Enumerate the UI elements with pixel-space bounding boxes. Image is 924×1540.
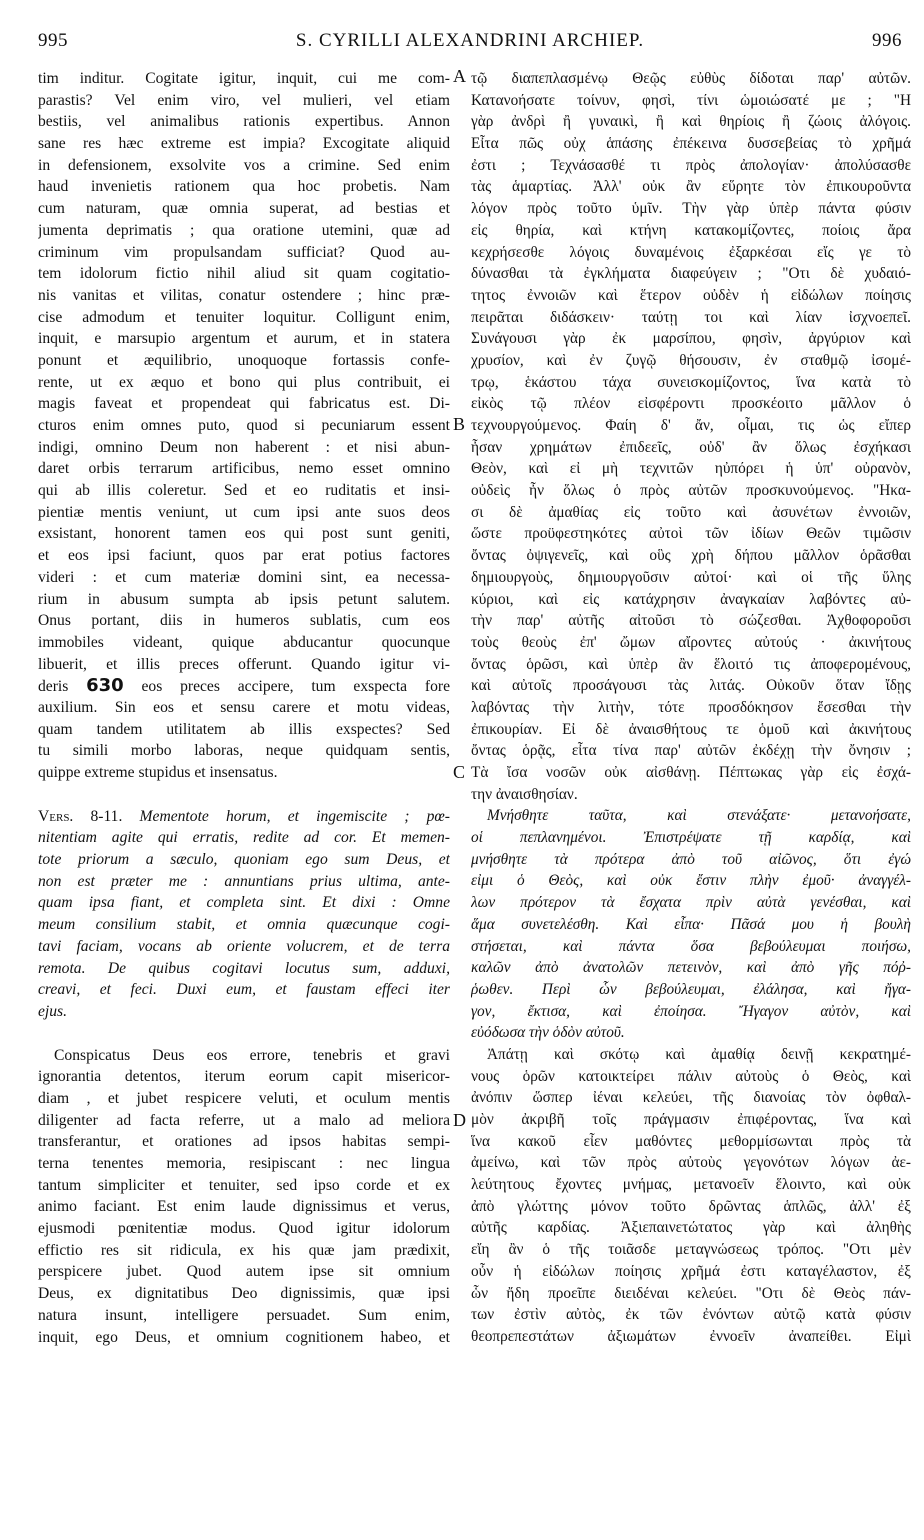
text-line: quam tandem utilitatem ab illis exspectes? Sed bbox=[38, 720, 450, 738]
text-line: λεύτητους ἔχοντες μνήμας, μετανοεῖν ἕλοιντο, καὶ οὐκ bbox=[471, 1176, 911, 1194]
text-line: tim inditur. Cogitate igitur, inquit, cui me com- bbox=[38, 70, 450, 87]
text-line: ὄντας ὁρῶσι, καὶ ὑπὲρ ἂν ἕλοιτό τις ἀποφερομένους, bbox=[471, 655, 911, 673]
text-line: nitentiam agite qui erratis, redite ad cor. Et memen- bbox=[38, 829, 450, 847]
greek-paragraph bbox=[471, 68, 911, 805]
margin-marker-a: A bbox=[453, 66, 466, 86]
text-line: rente, ut ex æquo et bono qui plus contribuit, ei bbox=[38, 373, 450, 391]
text-line: κύριοι, καὶ εἰς κατάχρησιν ἀναγκαίαν λαβόντες αὐ- bbox=[471, 590, 911, 608]
text-line: πειρᾶται διδάσκειν· ταύτῃ τοι καὶ λίαν ἰσχνοεπεῖ. bbox=[471, 308, 911, 326]
text-line: quippe extreme stupidus et insensatus. bbox=[38, 764, 278, 781]
text-line: rium in abusum sumpta ab ipsis petunt salutem. bbox=[38, 590, 450, 608]
text-line: εὐόδωσα τὴν ὁδὸν αὐτοῦ. bbox=[471, 1024, 625, 1042]
text-line: criminum vim propulsandam sufficiat? Quod au- bbox=[38, 243, 450, 261]
text-line: Τὰ ἴσα νοσῶν οὐκ αἰσθάνῃ. Πέπτωκας γὰρ εἰς ἐσχά- bbox=[471, 764, 911, 781]
latin-verse-block bbox=[38, 806, 450, 1023]
text-line: ἀνόπιν ὥσπερ ἰέναι κελεύει, τῆς διανοίας τὸν ὀφθαλ- bbox=[471, 1089, 911, 1107]
text-line: terna tenentes memoria, resipiscant : nec lingua bbox=[38, 1155, 450, 1172]
page-header bbox=[38, 30, 902, 60]
greek-column bbox=[471, 68, 911, 1348]
text-line: tavi faciam, vocans ab oriente volucrem, et de terra bbox=[38, 937, 450, 955]
text-line: σι δὲ ἀμαθίας εἰς τοῦτο καὶ ἀσυνέτων ἐννοιῶν, bbox=[471, 503, 911, 521]
page-number-left: 995 bbox=[38, 30, 68, 51]
text-line: non est præter me : annuntians prius ultima, ante- bbox=[38, 872, 450, 890]
text-line: effictio res sit ridicula, ex his quæ jam prædixit, bbox=[38, 1241, 450, 1259]
text-line: ponunt et æquilibrio, unoquoque fortassis confe- bbox=[38, 351, 450, 369]
text-line: ejusmodi pœnitentiæ modus. Quod igitur idolorum bbox=[38, 1220, 450, 1238]
text-line: νους ὁρῶν κατοικτείρει πάλιν αὐτοὺς ὁ Θεὸς, καὶ bbox=[471, 1067, 911, 1085]
text-line: exsistant, honorent tamen eos qui post sunt geniti, bbox=[38, 525, 450, 543]
text-line: τὰς ἁμαρτίας. Ἀλλ' οὐκ ἂν εὕρητε τὸν ἐπικουροῦντα bbox=[471, 178, 911, 196]
page-number-right: 996 bbox=[872, 30, 902, 51]
text-line: καλῶν ἀπὸ ἀνατολῶν πετεινὸν, καὶ ἀπὸ γῆς πόῤ- bbox=[471, 959, 911, 977]
text-line: λόγον πρὸς τοῦτο ὑμῖν. Τὴν γὰρ ὑπὲρ πάντα φύσιν bbox=[471, 200, 911, 218]
text-line: haud invenietis rationem qua hoc probetis. Nam bbox=[38, 178, 450, 196]
text-line: jumenta deprimatis ; qua oratione utemini, quæ ad bbox=[38, 221, 450, 239]
text-line: parastis? Vel enim viro, vel mulieri, vel etiam bbox=[38, 91, 450, 109]
text-line: tu simili morbo laboras, neque quidquam sentis, bbox=[38, 742, 450, 760]
text-line: ἦσαν χρημάτων ἐπιδεεῖς, οὐδ' ἂν ὅλως ἐσχήκασι bbox=[471, 438, 911, 456]
text-line: creavi, et feci. Duxi eum, et faustam effeci iter bbox=[38, 981, 450, 999]
latin-paragraph bbox=[38, 1045, 450, 1349]
text-line: ἐστι ; Τεχνάσασθέ τι πρὸς ἀπολογίαν· ἀπολύσασθε bbox=[471, 156, 911, 174]
text-line: δύνασθαι τὰ ἐγκλήματα διαφεύγειν ; "Οτι δὲ χυδαιό- bbox=[471, 265, 911, 283]
text-line: magis faveat et propendeat qui fabricatus est. Di- bbox=[38, 395, 450, 413]
text-line: tem idolorum fictio nihil aliud sit quam cogitatio- bbox=[38, 265, 450, 283]
text-line: meum consilium stabit, et omnia quæcunque cogi- bbox=[38, 916, 450, 934]
text-line: ἀμείνω, καὶ τῶν πρὸς αὐτοὺς γεγονότων λόγων ἀε- bbox=[471, 1154, 911, 1172]
text-line: Ἀπάτῃ καὶ σκότῳ καὶ ἀμαθίᾳ δεινῇ κεκρατημέ- bbox=[487, 1045, 911, 1063]
text-line: οὖν ἡ εἰδώλων ποίησις χρῆμά ἐστι καταγέλαστον, ἐξ bbox=[471, 1262, 911, 1280]
text-line: pientiæ mentis veniunt, ut cum ipsi ante suos deos bbox=[38, 503, 450, 521]
text-line: μὸν ἀκριβῆ τοῖς πράγμασιν ἐπιφέροντας, ἵνα καὶ bbox=[471, 1111, 911, 1128]
text-line: daret orbis terrarum artificibus, nemo esset omnino bbox=[38, 460, 450, 478]
text-line: τητος ἐννοιῶν καὶ ἕτερον οὐδὲν ἡ εἰδώλων ποίησις bbox=[471, 286, 911, 304]
text-line: qui ab illis coleretur. Sed et eo ruditatis et insi- bbox=[38, 482, 450, 500]
text-line: ejus. bbox=[38, 1002, 68, 1020]
text-line: ἐπικουρίαν. Εἰ δὲ ἀναισθήτους τε ὁμοῦ καὶ ἀκινήτους bbox=[471, 720, 911, 738]
text-line: ἀπὸ γλώττης μόνον τοῦτο δρῶντας ἁπλῶς, ἀλλ' ἐξ bbox=[471, 1197, 911, 1215]
text-line: λαβόντας τὴν λιτὴν, τότε προσδόκησον ἔσεσθαι τὴν bbox=[471, 698, 911, 716]
text-line: γὰρ ἀνδρὶ ἢ γυναικὶ, ἢ καὶ θηρίοις ἢ ζώοις ἀλόγοις. bbox=[471, 113, 911, 131]
text-line: tote priorum a sæculo, quoniam ego sum Deus, et bbox=[38, 851, 450, 869]
text-line: δημιουργοὺς, δημιουργοῦσιν αὐτοί· καὶ οἱ τῆς ὕλης bbox=[471, 568, 911, 586]
margin-marker-b: B bbox=[453, 414, 466, 434]
text-line: Εἶτα πῶς οὐχ ἁπάσης ἐπέκεινα δυσσεβείας τὸ χρῆμά bbox=[471, 135, 911, 153]
verse-label: Vers. 8-11. bbox=[38, 807, 123, 825]
text-line: deris 630 eos preces accipere, tum exspecta fore bbox=[38, 675, 450, 697]
text-line: Μνήσθητε ταῦτα, καὶ στενάξατε· μετανοήσατε, bbox=[487, 807, 911, 825]
text-line: ὥστε προϋφεστηκότες αὐτοὶ τῶν ἰδίων Θεῶν τιμῶσιν bbox=[471, 525, 911, 543]
text-line: Onus portant, diis in humeros sublatis, cum eos bbox=[38, 612, 450, 630]
text-line: quam ipsa fiant, et completa sint. Et dixi : Omne bbox=[38, 894, 450, 912]
latin-paragraph bbox=[38, 68, 450, 675]
text-line: diam , et jubet respicere veluti, et oculum mentis bbox=[38, 1089, 450, 1107]
text-line: τὴν παρ' αὐτῆς αἰτοῦσι τὸ σώζεσθαι. Ἀχθοφοροῦσι bbox=[471, 612, 911, 630]
text-line: sane res hæc extreme est impia? Excogitate aliquid bbox=[38, 135, 450, 153]
text-line: κεχρήσεσθε λόγοις δυναμένοις ἐξαρκέσαι εἴς γε τὸ bbox=[471, 243, 911, 261]
greek-verse-block bbox=[471, 805, 911, 1044]
text-line: οἱ πεπλανημένοι. Ἐπιστρέψατε τῇ καρδίᾳ, καὶ bbox=[471, 829, 911, 847]
text-line: Deus, ex dignitatibus Deo dignissimis, quæ ipsi bbox=[38, 1285, 450, 1303]
text-line: videri : et cum materiæ domini sint, ea necessa- bbox=[38, 568, 450, 586]
text-line: cum naturam, quæ omnia superat, ad bestias et bbox=[38, 200, 450, 218]
text-line: libuerit, et illis preces offerunt. Quando igitur vi- bbox=[38, 655, 450, 673]
text-line: inquit, ego Deus, et omnium cognitionem habeo, et bbox=[38, 1328, 450, 1346]
text-line: των ἐστὶν αὐτὸς, ἐκ τῶν ἐνόντων αὐτῷ κατὰ φύσιν bbox=[471, 1306, 911, 1324]
latin-paragraph bbox=[38, 697, 450, 784]
text-line: remota. De quibus cogitavi locutus sum, adduxi, bbox=[38, 959, 450, 977]
text-line: ignorantia detentos, iterum eorum capit misericor- bbox=[38, 1068, 450, 1086]
text-line: εἴη ἂν ὁ τῆς τοιᾶσδε μεταγνώσεως τρόπος. "Οτι μὲν bbox=[471, 1241, 911, 1259]
text-line: στήσεται, καὶ πάντα ὅσα βεβούλευμαι ποιήσω, bbox=[471, 937, 911, 955]
text-line: καὶ αὐτοῖς προσάγουσι τὰς λιτάς. Οὐκοῦν ὅταν ἴδῃς bbox=[471, 677, 911, 695]
text-line: Κατανοήσατε τοίνυν, φησὶ, τίνι ὡμοιώσατέ με ; "Η bbox=[471, 91, 911, 109]
text-line: cturos enim omnes puto, quod si pecuniarum essent bbox=[38, 417, 450, 434]
text-line: cise admodum et tenuiter loquitur. Colligunt enim, bbox=[38, 308, 450, 326]
text-line: τῷ διαπεπλασμένῳ Θεῷς εὐθὺς δίδοται παρ' αὐτῶν. bbox=[471, 70, 911, 87]
text-line: χρυσίον, καὶ ἐν ζυγῷ θήσουσιν, ἐν σταθμῷ ἰσομέ- bbox=[471, 351, 911, 369]
text-line: ἅμα συνετελέσθη. Καὶ εἶπα· Πᾶσά μου ἡ βουλὴ bbox=[471, 915, 911, 933]
text-line: animo faciant. Est enim laude dignissimus et verus, bbox=[38, 1198, 450, 1216]
text-line: inquit, e marsupio argentum et aurum, et in statera bbox=[38, 330, 450, 348]
greek-paragraph bbox=[471, 1044, 911, 1348]
text-line: Conspicatus Deus eos errore, tenebris et gravi bbox=[54, 1046, 450, 1064]
text-line: λων πρότερον τὰ ἔσχατα πρὶν αὐτὰ γενέσθαι, καὶ bbox=[471, 894, 911, 912]
text-line: tantum simpliciter et tenuiter, sed ipso corde et ex bbox=[38, 1176, 450, 1194]
text-line: bestiis, vel animalibus rationis expertibus. Annon bbox=[38, 113, 450, 131]
text-line: immobiles videant, quique abducantur quocunque bbox=[38, 633, 450, 651]
text-line: auxilium. Sin eos et sensu carere et motu videas, bbox=[38, 698, 450, 716]
text-line: τεχνουργούμενος. Φαίη δ' ἄν, οἶμαι, τις ὡς εἴπερ bbox=[471, 417, 911, 434]
text-line: γον, ἔκτισα, καὶ ἐποίησα. Ἤγαγον αὐτὸν, καὶ bbox=[471, 1002, 911, 1020]
running-title: S. CYRILLI ALEXANDRINI ARCHIEP. bbox=[295, 30, 645, 51]
text-line: αὐτῆς καρδίας. Ἀξιεπαινετώτατος γὰρ καὶ ἀληθὴς bbox=[471, 1219, 911, 1237]
text-line: ῥωθεν. Περὶ ὧν βεβούλευμαι, ἐλάλησα, καὶ ἤγα- bbox=[471, 980, 911, 998]
text-line: nis vanitas et vilitas, conatur ostendere ; hinc præ- bbox=[38, 286, 450, 304]
text-line: εἰμι ὁ Θεὸς, καὶ οὐκ ἔστιν πλὴν ἐμοῦ· ἀναγγέλ- bbox=[471, 872, 911, 890]
text-line: et eos ipsi faciunt, quos par erat potius factores bbox=[38, 547, 450, 565]
text-line: τρῳ, ἑκάστου τάχα συνεισκομίζοντος, ἵνα κατὰ τὸ bbox=[471, 373, 911, 391]
text-line: εἰς θηρία, καὶ κτήνη κατακομίζοντες, ποίοις ἄρα bbox=[471, 221, 911, 239]
text-line: ὄντας ὁρᾷς, εἶτα τίνα παρ' αὐτῶν ἐκδέχῃ τὴν ὄνησιν ; bbox=[471, 742, 911, 760]
text-line: ἵνα κακοῦ εἶεν μαθόντες μεθορμίσωνται πρὸς τὰ bbox=[471, 1132, 911, 1150]
text-line: τοὺς θεοὺς ἐπ' ὤμων αἴροντες αὐτούς · ἀκινήτους bbox=[471, 633, 911, 651]
column-number: 630 bbox=[86, 675, 124, 697]
text-line: την ἀναισθησίαν. bbox=[471, 785, 578, 803]
text-line: Συνάγουσι γὰρ ἐκ μαρσίπου, φησὶν, ἀργύριον καὶ bbox=[471, 330, 911, 348]
text-line: οὐδεὶς ἦν ὅλως ὁ πρὸς αὐτῶν προσκυνούμενος. "Ηκα- bbox=[471, 482, 911, 500]
text-line: in defensionem, exsolvite vos a crimine. Sed enim bbox=[38, 156, 450, 174]
text-line: εἰκὸς τῷ πλέον εἰσφέροντι προσκέοιτο μᾶλλον ὁ bbox=[471, 395, 911, 413]
margin-marker-d: D bbox=[453, 1110, 466, 1130]
margin-marker-c: C bbox=[453, 762, 466, 782]
text-line: diligenter ad facta referre, ut a malo ad meliora bbox=[38, 1111, 450, 1129]
text-line: indigi, omnino Deum non haberent : et nisi abun- bbox=[38, 438, 450, 456]
text-line: ὧν ἤδη προεῖπε διειδέναι κελεύει. "Οτι δὲ Θεὸς πάν- bbox=[471, 1284, 911, 1302]
text-line: natura insunt, intelligere persuadet. Sum enim, bbox=[38, 1306, 450, 1324]
text-line: Θεὸν, καὶ εἰ μὴ τεχνιτῶν ηὐπόρει ἡ ὑπ' οὐρανὸν, bbox=[471, 460, 911, 478]
latin-column bbox=[38, 68, 450, 1348]
text-line: θεοπρεπεστάτων ἀξιωμάτων ἐννοεῖν ἀναπείθει. Εἰμὶ bbox=[471, 1327, 911, 1345]
text-line: transferantur, et orationes ad ipsos habitas sempi- bbox=[38, 1133, 450, 1151]
text-line: μνήσθητε τὰ πρότερα ἀπὸ τοῦ αἰῶνος, ὅτι ἐγώ bbox=[471, 850, 911, 868]
text-line: Vers. 8-11. Mementote horum, et ingemiscite ; pœ- bbox=[38, 807, 450, 825]
text-line: perspicere jubet. Quod autem ipse sit omnium bbox=[38, 1263, 450, 1281]
text-line: ὄντας ὀψιγενεῖς, καὶ οὓς χρὴ δήπου μᾶλλον ὁρᾶσθαι bbox=[471, 547, 911, 565]
